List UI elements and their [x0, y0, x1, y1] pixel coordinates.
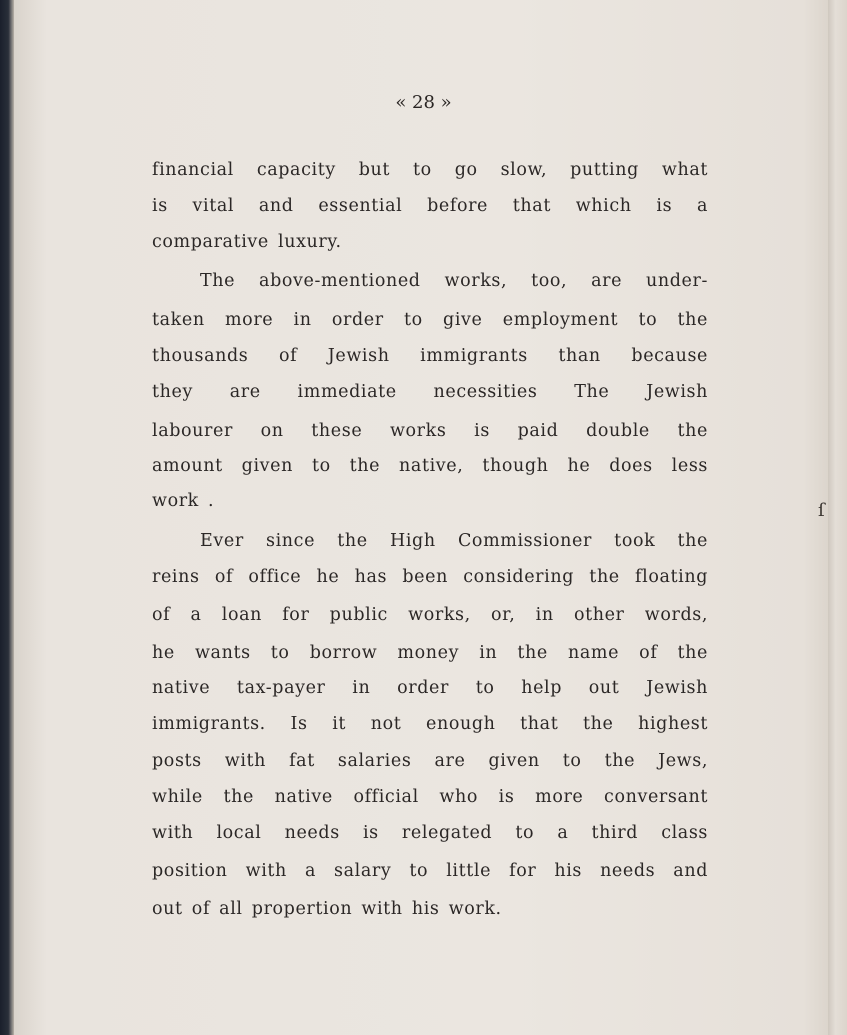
page-right-edge	[828, 0, 847, 1035]
text-line: immigrants. Is it not enough that the highest	[152, 714, 708, 734]
text-line: reins of office he has been considering the floating	[152, 567, 708, 587]
text-line: thousands of Jewish immigrants than because	[152, 346, 708, 366]
text-line: financial capacity but to go slow, putting what	[152, 160, 708, 180]
text-line: taken more in order to give employment to the	[152, 310, 708, 330]
text-line: they are immediate necessities The Jewish	[152, 382, 708, 402]
text-line: Ever since the High Commissioner took the	[200, 531, 708, 551]
text-line: native tax-payer in order to help out Jewish	[152, 678, 708, 698]
text-line: he wants to borrow money in the name of the	[152, 643, 708, 663]
text-line: posts with fat salaries are given to the Jews,	[152, 751, 708, 771]
text-line: comparative luxury.	[152, 232, 342, 252]
page-number: « 28 »	[395, 92, 452, 113]
text-line: while the native official who is more conversant	[152, 787, 708, 807]
margin-mark: ſ	[818, 500, 825, 521]
text-line: The above-mentioned works, too, are under-	[200, 271, 708, 291]
text-line: of a loan for public works, or, in other words,	[152, 605, 708, 625]
text-line: is vital and essential before that which is a	[152, 196, 708, 216]
text-line: labourer on these works is paid double the	[152, 421, 708, 441]
text-line: position with a salary to little for his needs and	[152, 861, 708, 881]
book-spine-edge	[0, 0, 14, 1035]
text-line: amount given to the native, though he does less	[152, 456, 708, 476]
text-line: with local needs is relegated to a third class	[152, 823, 708, 843]
text-line: out of all propertion with his work.	[152, 899, 502, 919]
text-line: work .	[152, 491, 215, 511]
